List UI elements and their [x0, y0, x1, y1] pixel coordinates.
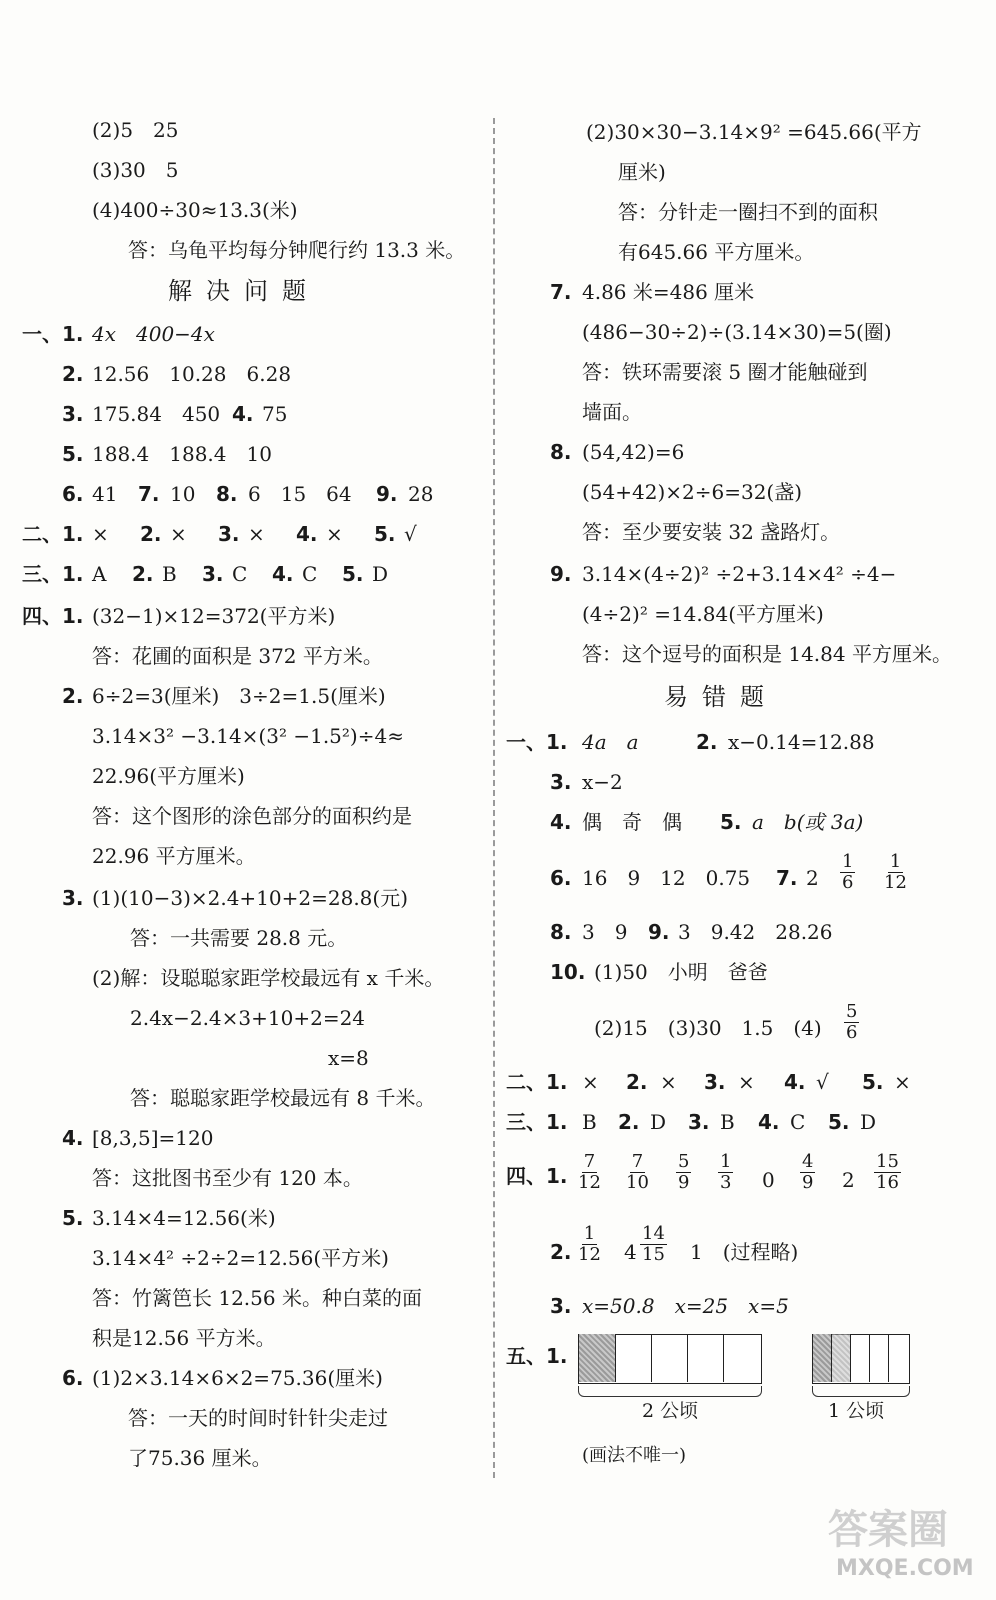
- item-number: 2.: [140, 522, 162, 546]
- item-number: 2.: [626, 1070, 648, 1094]
- item-number: 2.: [696, 730, 718, 754]
- answer-line: 墙面。: [582, 400, 642, 424]
- answer-line: (4÷2)² =14.84(平方厘米): [582, 602, 824, 626]
- answer-line: D: [372, 562, 389, 586]
- answer-line: B: [720, 1110, 735, 1134]
- section-title: 易错题: [664, 683, 778, 711]
- item-number: 3.: [62, 886, 84, 910]
- answer-line: 答：分针走一圈扫不到的面积: [618, 200, 878, 224]
- answer-line: 3.14×4² ÷2÷2=12.56(平方米): [92, 1246, 389, 1270]
- answer-line: (2)30×30−3.14×9² =645.66(平方: [586, 120, 922, 144]
- item-number: 6.: [62, 1366, 84, 1390]
- answer-line: 答：乌龟平均每分钟爬行约 13.3 米。: [128, 238, 466, 262]
- item-number: 3.: [202, 562, 224, 586]
- answer-line: 4a a: [582, 730, 639, 754]
- answer-line: A: [92, 562, 107, 586]
- watermark-url: MXQE.COM: [836, 1556, 974, 1581]
- divider-line: [869, 1334, 870, 1382]
- answer-line: 有645.66 平方厘米。: [618, 240, 815, 264]
- fraction: $\frac{7}{10}$: [626, 1151, 649, 1193]
- item-number: 8.: [550, 440, 572, 464]
- item-number: 9.: [648, 920, 670, 944]
- answer-line: (54+42)×2÷6=32(盏): [582, 480, 803, 504]
- item-number: 5.: [720, 810, 742, 834]
- answer-line: 0: [762, 1168, 775, 1192]
- answer-line: (3)30 5: [92, 158, 179, 182]
- watermark-logo: 答案圈: [828, 1507, 948, 1553]
- answer-line: 28: [408, 482, 434, 506]
- answer-line: 3.14×3² −3.14×(3² −1.5²)÷4≈: [92, 724, 404, 748]
- item-number: 5.: [862, 1070, 884, 1094]
- item-number: 五、1.: [506, 1344, 568, 1368]
- item-number: 一、1.: [506, 730, 568, 754]
- answer-line: 1 (过程略): [690, 1240, 799, 1264]
- answer-line: 答：这批图书至少有 120 本。: [92, 1166, 363, 1190]
- item-number: 7.: [550, 280, 572, 304]
- answer-line: (486−30÷2)÷(3.14×30)=5(圈): [582, 320, 892, 344]
- fraction: $\frac{5}{6}$: [846, 1001, 858, 1043]
- fraction: $\frac{7}{12}$: [578, 1151, 601, 1193]
- fraction: $\frac{1}{6}$: [842, 851, 854, 893]
- answer-line: 答：铁环需要滚 5 圈才能触碰到: [582, 360, 868, 384]
- answer-line: 答：竹篱笆长 12.56 米。种白菜的面: [92, 1286, 422, 1310]
- item-number: 9.: [550, 562, 572, 586]
- item-number: 二、1.: [22, 522, 84, 546]
- item-number: 三、1.: [506, 1110, 568, 1134]
- answer-line: a b(或 3a): [752, 810, 864, 834]
- item-number: 四、1.: [506, 1164, 568, 1188]
- item-number: 3.: [218, 522, 240, 546]
- answer-line: ×: [582, 1070, 599, 1094]
- item-number: 8.: [550, 920, 572, 944]
- answer-line: 3.14×(4÷2)² ÷2+3.14×4² ÷4−: [582, 562, 897, 586]
- divider-line: [831, 1334, 832, 1382]
- answer-line: ×: [170, 522, 187, 546]
- answer-line: C: [790, 1110, 806, 1134]
- item-number: 2.: [550, 1240, 572, 1264]
- item-number: 二、1.: [506, 1070, 568, 1094]
- answer-line: 答：这个图形的涂色部分的面积约是: [92, 804, 412, 828]
- column-divider: [493, 118, 495, 1478]
- answer-line: x=50.8 x=25 x=5: [582, 1294, 789, 1318]
- divider-line: [888, 1334, 889, 1382]
- item-number: 四、1.: [22, 604, 84, 628]
- answer-line: D: [650, 1110, 667, 1134]
- fraction: $\frac{4}{9}$: [802, 1151, 814, 1193]
- answer-line: 188.4 188.4 10: [92, 442, 272, 466]
- answer-line: (2)解：设聪聪家距学校最远有 x 千米。: [92, 966, 445, 990]
- item-number: 4.: [784, 1070, 806, 1094]
- section-title: 解决问题: [168, 277, 320, 305]
- answer-line: 答：花圃的面积是 372 平方米。: [92, 644, 383, 668]
- shaded-part: [813, 1334, 831, 1382]
- fraction: $\frac{15}{16}$: [876, 1151, 899, 1193]
- fraction: $\frac{1}{3}$: [720, 1151, 732, 1193]
- answer-line: 2: [806, 866, 819, 890]
- item-number: 9.: [376, 482, 398, 506]
- item-number: 5.: [828, 1110, 850, 1134]
- item-number: 3.: [550, 770, 572, 794]
- answer-line: 75: [262, 402, 288, 426]
- divider-line: [615, 1334, 616, 1382]
- answer-line: ×: [326, 522, 343, 546]
- answer-line: 10: [170, 482, 196, 506]
- answer-line: √: [816, 1070, 829, 1094]
- item-number: 7.: [776, 866, 798, 890]
- item-number: 5.: [62, 442, 84, 466]
- answer-line: 2.4x−2.4×3+10+2=24: [130, 1006, 366, 1030]
- fraction: $\frac{14}{15}$: [642, 1223, 665, 1265]
- note: (画法不唯一): [582, 1445, 687, 1466]
- answer-line: (1)50 小明 爸爸: [594, 960, 768, 984]
- shaded-part: [832, 1334, 850, 1382]
- answer-line: x−0.14=12.88: [728, 730, 875, 754]
- answer-line: C: [232, 562, 248, 586]
- answer-line: (32−1)×12=372(平方米): [92, 604, 336, 628]
- answer-line: 16 9 12 0.75: [582, 866, 751, 890]
- answer-line: 22.96(平方厘米): [92, 764, 245, 788]
- answer-line: 3 9.42 28.26: [678, 920, 833, 944]
- diagram-2-hectares: [578, 1334, 760, 1422]
- answer-line: 答：聪聪家距学校最远有 8 千米。: [130, 1086, 436, 1110]
- answer-line: (2)15 (3)30 1.5 (4): [594, 1016, 822, 1040]
- diagram-1-hectare: [812, 1334, 908, 1422]
- item-number: 3.: [688, 1110, 710, 1134]
- answer-line: ×: [92, 522, 109, 546]
- answer-line: (1)(10−3)×2.4+10+2=28.8(元): [92, 886, 409, 910]
- answer-line: 答：一共需要 28.8 元。: [130, 926, 348, 950]
- answer-line: 答：这个逗号的面积是 14.84 平方厘米。: [582, 642, 952, 666]
- item-number: 6.: [550, 866, 572, 890]
- answer-line: ×: [894, 1070, 911, 1094]
- answer-line: 答：至少要安装 32 盏路灯。: [582, 520, 841, 544]
- item-number: 4.: [232, 402, 254, 426]
- answer-line: (2)5 25: [92, 118, 179, 142]
- item-number: 6.: [62, 482, 84, 506]
- item-number: 三、1.: [22, 562, 84, 586]
- item-number: 8.: [216, 482, 238, 506]
- answer-line: √: [404, 522, 417, 546]
- item-number: 4.: [758, 1110, 780, 1134]
- fraction: $\frac{1}{12}$: [884, 851, 907, 893]
- item-number: 2.: [132, 562, 154, 586]
- divider-line: [850, 1334, 851, 1382]
- answer-line: (54,42)=6: [582, 440, 685, 464]
- answer-line: x−2: [582, 770, 623, 794]
- divider-line: [723, 1334, 724, 1382]
- fraction: $\frac{5}{9}$: [678, 1151, 690, 1193]
- answer-line: B: [582, 1110, 597, 1134]
- answer-line: D: [860, 1110, 877, 1134]
- item-number: 10.: [550, 960, 586, 984]
- answer-line: 偶 奇 偶: [582, 810, 682, 834]
- answer-line: 22.96 平方厘米。: [92, 844, 256, 868]
- item-number: 4.: [296, 522, 318, 546]
- fraction: $\frac{1}{12}$: [578, 1223, 601, 1265]
- answer-line: 积是12.56 平方米。: [92, 1326, 276, 1350]
- item-number: 5.: [342, 562, 364, 586]
- answer-line: (1)2×3.14×6×2=75.36(厘米): [92, 1366, 383, 1390]
- divider-line: [651, 1334, 652, 1382]
- brace: [812, 1386, 910, 1397]
- answer-line: 6 15 64: [248, 482, 352, 506]
- answer-line: ×: [660, 1070, 677, 1094]
- item-number: 5.: [374, 522, 396, 546]
- answer-line: 4: [624, 1240, 637, 1264]
- answer-line: 41: [92, 482, 118, 506]
- answer-line: 6÷2=3(厘米) 3÷2=1.5(厘米): [92, 684, 386, 708]
- answer-line: ×: [248, 522, 265, 546]
- item-number: 7.: [138, 482, 160, 506]
- brace: [578, 1386, 762, 1397]
- item-number: 3.: [550, 1294, 572, 1318]
- answer-line: 175.84 450: [92, 402, 221, 426]
- item-number: 4.: [272, 562, 294, 586]
- item-number: 4.: [62, 1126, 84, 1150]
- item-number: 3.: [62, 402, 84, 426]
- answer-line: 答：一天的时间时针针尖走过: [128, 1406, 388, 1430]
- answer-line: (4)400÷30≈13.3(米): [92, 198, 298, 222]
- answer-line: C: [302, 562, 318, 586]
- answer-line: B: [162, 562, 177, 586]
- answer-line: x=8: [328, 1046, 369, 1070]
- answer-line: 4x 400−4x: [92, 322, 215, 346]
- item-number: 3.: [704, 1070, 726, 1094]
- answer-line: ×: [738, 1070, 755, 1094]
- item-number: 2.: [62, 362, 84, 386]
- item-number: 2.: [618, 1110, 640, 1134]
- answer-line: 12.56 10.28 6.28: [92, 362, 292, 386]
- divider-line: [687, 1334, 688, 1382]
- answer-line: 3 9: [582, 920, 628, 944]
- answer-line: 2: [842, 1168, 855, 1192]
- answer-line: [8,3,5]=120: [92, 1126, 214, 1150]
- item-number: 4.: [550, 810, 572, 834]
- item-number: 5.: [62, 1206, 84, 1230]
- diagram-label: 1 公顷: [828, 1400, 885, 1422]
- answer-line: 3.14×4=12.56(米): [92, 1206, 276, 1230]
- answer-line: 厘米): [618, 160, 666, 184]
- diagram-label: 2 公顷: [642, 1400, 699, 1422]
- shaded-part: [579, 1334, 615, 1382]
- answer-line: 4.86 米=486 厘米: [582, 280, 755, 304]
- answer-line: 了75.36 厘米。: [128, 1446, 272, 1470]
- item-number: 2.: [62, 684, 84, 708]
- item-number: 一、1.: [22, 322, 84, 346]
